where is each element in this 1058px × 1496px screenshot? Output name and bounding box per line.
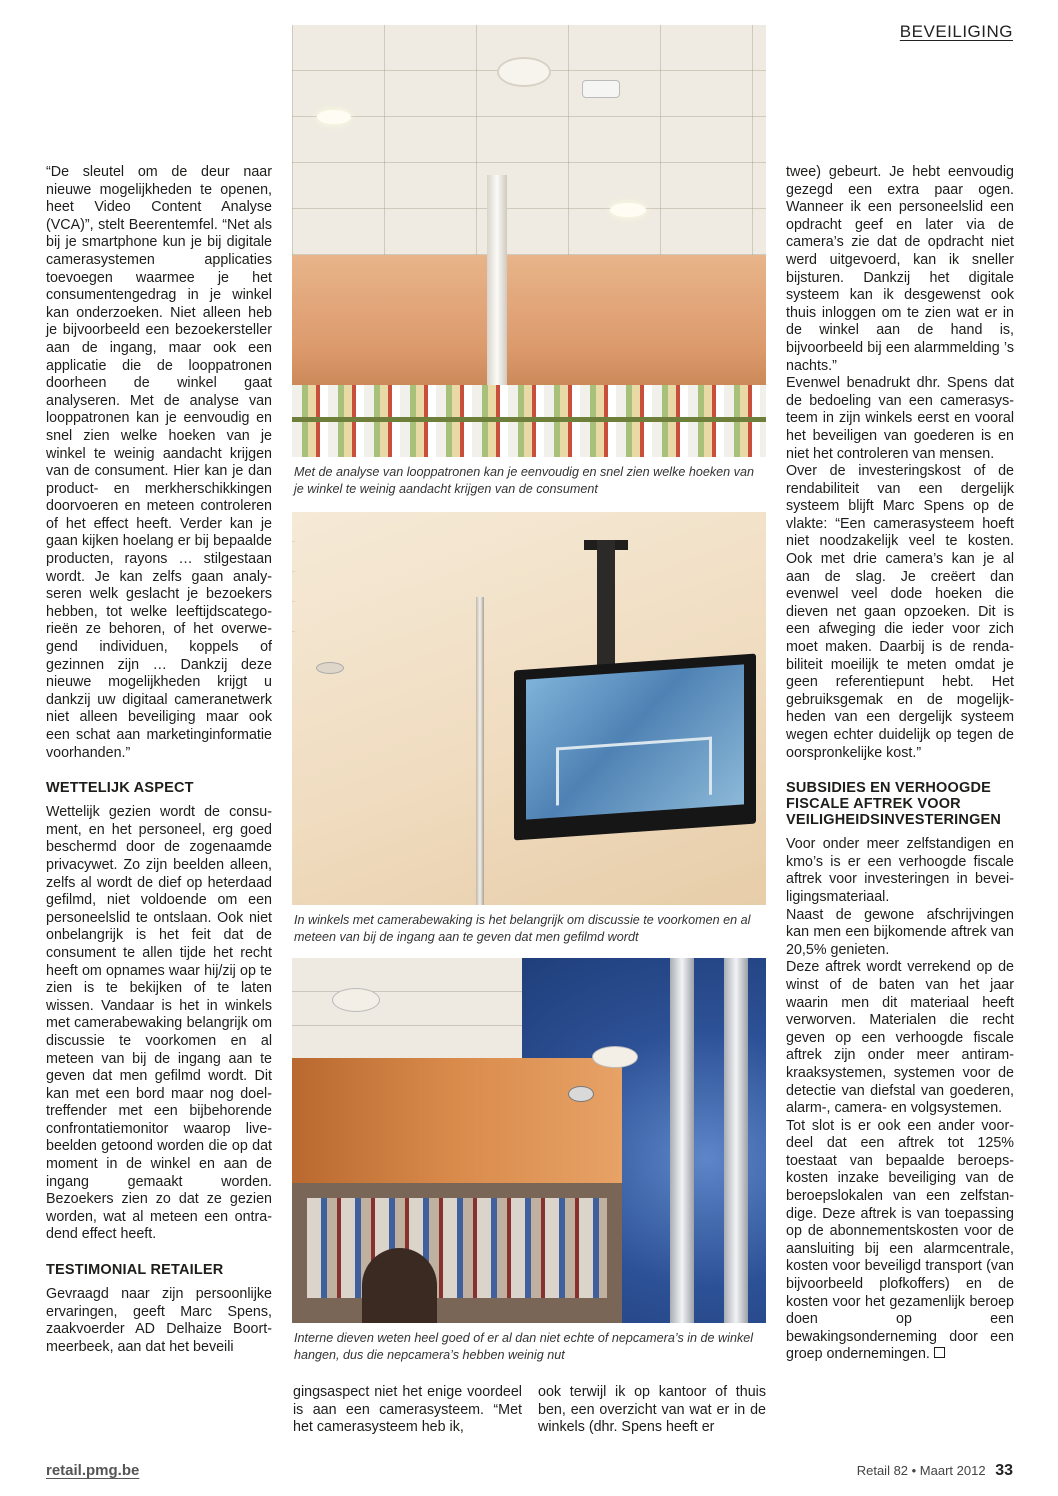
- right-paragraph-7: Tot slot is er ook een ander voordeel dat een aftrek tot 125% toestaat van bepaalde beroepskosten inzake beveiliging van de beroepslokalen van een zelfstandige. Deze aftrek is van toepassing op de abonnementskosten voor de aansluiting bij een alarmcentrale, kosten voor beveiligd transport (van bijvoorbeeld plofkoffers) en de kosten voor het gezamenlijk beroep doen op een bewakingsonderneming door een groep ondernemingen.: [786, 1117, 1014, 1363]
- right-paragraph-1: twee) gebeurt. Je hebt eenvoudig gezegd een extra paar ogen. Wanneer ik een personeelslid een opdracht geef en later via de camera’s zie dat de opdracht niet werd uitgevoerd, kan ik sneller bijsturen. Dankzij het digitale systeem kan ik desgewenst ook thuis inloggen om te zien wat er in de winkel aan de hand is, bijvoorbeeld bij een alarmmelding ’s nachts.”: [786, 164, 1014, 374]
- caption-photo-1: Met de analyse van looppatronen kan je eenvoudig en snel zien welke hoeken van je winkel te weinig aandacht krijgen van de consument: [294, 465, 754, 496]
- end-of-article-icon: [934, 1347, 945, 1358]
- intro-paragraph: “De sleutel om de deur naar nieuwe mogelijkheden te openen, heet Video Content Analyse (VCA)”, stelt Beerentemfel. “Net als bij je smartphone kun je bij digitale camerasystemen applicaties toevoegen waarmee je het consumentengedrag in je winkel kan onderzoeken. Niet alleen heb je bijvoorbeeld een bezoekersteller aan de ingang, maar ook een applicatie die de looppatronen doorheen de winkel gaat analyseren. Met de analyse van looppatronen kan je eenvoudig en snel zien welke hoeken van je winkel te weinig aandacht krijgen van de consument. Hier kan je dan product- en merkherschikkingen doorvoeren en meteen controleren of het effect heeft. Verder kan je gaan kijken hoelang er bij bepaalde producten, rayons … stilgestaan wordt. Je kan zelfs gaan analyseren welk geslacht je bezoekers hebben, tot welke leeftijdscategorieën ze behoren, of het overwegend individuen, koppels of gezinnen zijn … Dankzij deze nieuwe mogelijkheden krijgt u dankzij uw digitaal cameranetwerk niet alleen beveiliging maar ook een schat aan marketinginformatie voorhanden.”: [46, 164, 272, 761]
- section-label: BEVEILIGING: [899, 22, 1013, 41]
- middle-paragraph-2: ook terwijl ik op kantoor of thuis ben, een overzicht van wat er in de winkels (dhr. Spens heeft er: [538, 1384, 766, 1436]
- caption-photo-3: Interne dieven weten heel goed of er al dan niet echte of nepcamera’s in de winkel hangen, dus die nepcamera’s hebben weinig nut: [294, 1331, 754, 1362]
- heading-wettelijk-aspect: WETTELIJK ASPECT: [46, 780, 194, 797]
- right-paragraph-6: Deze aftrek wordt verrekend op de winst of de baten van het jaar waarin men dit materiaal heeft verworven. Materialen die recht geven op een verhoogde fiscale aftrek zijn onder meer antiramkraaksystemen, systemen voor de detectie van diefstal van goederen, alarm-, camera- en volgsystemen.: [786, 959, 1014, 1117]
- photo-supermarket-ceiling: [292, 25, 766, 457]
- photo-store-camera: [292, 958, 766, 1323]
- right-paragraph-4: Voor onder meer zelfstandigen en kmo’s is er een verhoogde fiscale aftrek voor investeringen in beveiligingsmateriaal.: [786, 836, 1014, 905]
- right-paragraph-5: Naast de gewone afschrijvingen kan men een bijkomende aftrek van 20,5% genieten.: [786, 906, 1014, 958]
- testimonial-paragraph: Gevraagd naar zijn persoonlijke ervaringen, geeft Marc Spens, zaakvoerder AD Delhaize Boortmeerbeek, aan dat het beveili: [46, 1286, 272, 1355]
- right-column: [786, 164, 1014, 1364]
- left-column: [46, 164, 272, 1356]
- dome-camera-icon: [568, 1086, 594, 1102]
- middle-paragraph-1: gingsaspect niet het enige voordeel is aan een camerasysteem. “Met het camerasysteem heb ik,: [293, 1384, 522, 1436]
- right-paragraph-2: Evenwel benadrukt dhr. Spens dat de bedoeling van een camerasysteem in zijn winkels eerst en vooral het beveiligen van goederen is en niet het controleren van mensen.: [786, 375, 1014, 462]
- issue-info: Retail 82 • Maart 2012: [856, 1463, 986, 1478]
- page-footer: [857, 1462, 1013, 1480]
- middle-column-1: [293, 1384, 522, 1437]
- shopper-figure: [362, 1248, 437, 1323]
- right-paragraph-3: Over de investeringskost of de rendabiliteit van een dergelijk systeem blijft Marc Spens op de vlakte: “Een camerasysteem hoeft niet noodzakelijk veel te kosten. Ook met drie camera’s kan je al aan de slag. Je creëert dan evenwel veel dode hoeken die dieven net gaan opzoeken. Dit is een afweging die ieder voor zich moet maken. Daarbij is de rendabiliteit moeilijk te meten omdat je geen referentiepunt hebt. Het gebruiksgemak en de mogelijkheden van een dergelijk systeem wegen echter duidelijk op tegen de oorspronkelijke kost.”: [786, 463, 1014, 761]
- website-link[interactable]: retail.pmg.be: [46, 1462, 140, 1479]
- wettelijk-paragraph: Wettelijk gezien wordt de consument, en het personeel, erg goed beschermd door de zogenaamde privacywet. Zo zijn beelden alleen, zelfs al wordt de dief op heterdaad gefilmd, niet voldoende om een personeelslid te ontslaan. Ook niet onbelangrijk is het feit dat de consument te allen tijde het recht heeft om opnames waar hij/zij op te zien is te bekijken of te laten wissen. Vandaar is het in winkels met camerabewaking belangrijk om discussie te voorkomen en al meteen van bij de ingang aan te geven dat men gefilmd wordt. Dit kan met een bord maar nog doeltreffender met een bijbehorende confrontatiemonitor waarop livebeelden getoond worden die op dat moment in de winkel en aan de ingang gemaakt worden. Bezoekers zien zo dat ze gezien worden, wat al meteen een ontradend effect heeft.: [46, 804, 272, 1243]
- security-camera-icon: [582, 80, 620, 98]
- dome-camera-icon: [316, 662, 344, 674]
- confrontation-monitor: [514, 654, 756, 841]
- heading-testimonial: TESTIMONIAL RETAILER: [46, 1262, 224, 1279]
- middle-column-2: [538, 1384, 766, 1437]
- caption-photo-2: In winkels met camerabewaking is het belangrijk om discussie te voorkomen en al meteen van bij de ingang aan te geven dat men gefilmd wordt: [294, 913, 751, 944]
- photo-ceiling-monitor: [292, 512, 766, 905]
- heading-subsidies: SUBSIDIES EN VERHOOGDE FISCALE AFTREK VOOR VEILIGHEIDSINVESTERINGEN: [786, 780, 1002, 829]
- page-number: 33: [995, 1462, 1013, 1479]
